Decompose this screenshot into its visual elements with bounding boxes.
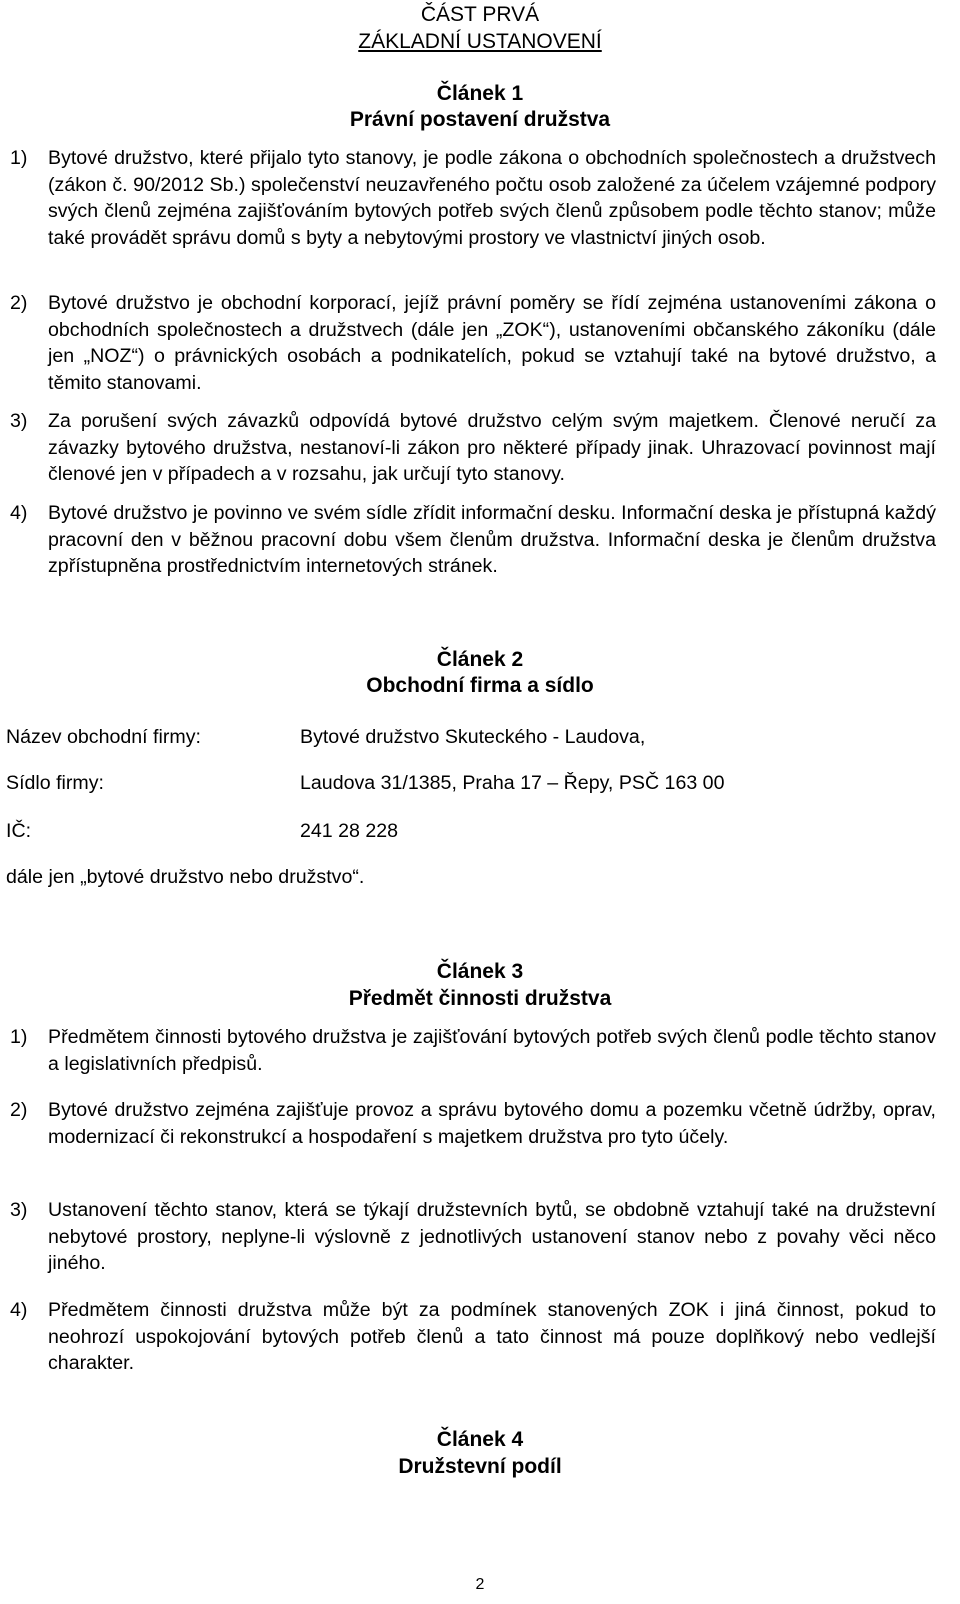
article-3-paragraph-4: [10, 1297, 936, 1377]
part-subheading: ZÁKLADNÍ USTANOVENÍ: [358, 30, 602, 53]
article-2-title: Obchodní firma a sídlo: [366, 674, 594, 697]
article-4-number: Článek 4: [436, 1428, 524, 1451]
paragraph-number: 2): [10, 1099, 28, 1121]
article-3-paragraph-2: [10, 1097, 936, 1150]
article-1-paragraph-4: [10, 500, 936, 580]
article-3-paragraph-1: [10, 1024, 936, 1077]
company-id-label: IČ:: [6, 820, 32, 842]
paragraph-number: 4): [10, 1299, 28, 1321]
company-seat-value: Laudova 31/1385, Praha 17 – Řepy, PSČ 163 00: [300, 772, 725, 794]
article-3-paragraph-3: [10, 1197, 936, 1277]
paragraph-text: Předmětem činnosti družstva může být za podmínek stanovených ZOK i jiná činnost, pokud to neohrozí uspokojování bytových potřeb členů a tato činnost má pouze doplňkový nebo vedlejší charakter.: [48, 1299, 936, 1375]
article-1-number: Článek 1: [436, 82, 524, 105]
part-heading: ČÁST PRVÁ: [420, 3, 540, 26]
article-3-title: Předmět činnosti družstva: [348, 987, 612, 1010]
article-1-paragraph-2: [10, 290, 936, 396]
company-id-value: 241 28 228: [300, 820, 399, 842]
article-2-number: Článek 2: [436, 648, 524, 671]
paragraph-number: 1): [10, 1026, 28, 1048]
company-name-value: Bytové družstvo Skuteckého - Laudova,: [300, 726, 646, 748]
paragraph-text: Předmětem činnosti bytového družstva je zajišťování bytových potřeb svých členů podle těchto stanov a legislativních předpisů.: [48, 1026, 936, 1075]
article-4-title: Družstevní podíl: [398, 1455, 562, 1478]
paragraph-text: Bytové družstvo je obchodní korporací, jejíž právní poměry se řídí zejména ustanoveními zákona o obchodních společnostech a družstvech (dále jen „ZOK“), ustanoveními občanského zákoníku (dále jen „NOZ“) o právnických osobách a podnikatelích, pokud se vztahují také na bytové družstvo, a těmito stanovami.: [48, 292, 936, 394]
paragraph-text: Bytové družstvo, které přijalo tyto stanovy, je podle zákona o obchodních společnostech a družstvech (zákon č. 90/2012 Sb.) společenství neuzavřeného počtu osob založené za účelem vzájemné podpory svých členů zejména zajišťováním bytových potřeb svých členů způsobem podle těchto stanov; může také provádět správu domů s byty a nebytovými prostory ve vlastnictví jiných osob.: [48, 147, 936, 249]
paragraph-text: Bytové družstvo je povinno ve svém sídle zřídit informační desku. Informační deska je přístupná každý pracovní den v běžnou pracovní dobu všem členům družstva. Informační deska je členům družstva zpřístupněna prostřednictvím internetových stránek.: [48, 502, 936, 578]
article-1-paragraph-3: [10, 408, 936, 488]
paragraph-number: 2): [10, 292, 28, 314]
paragraph-text: Bytové družstvo zejména zajišťuje provoz a správu bytového domu a pozemku včetně údržby, oprav, modernizací či rekonstrukcí a hospodaření s majetkem družstva pro tyto účely.: [48, 1099, 936, 1148]
paragraph-number: 1): [10, 147, 28, 169]
paragraph-text: Ustanovení těchto stanov, která se týkají družstevních bytů, se obdobně vztahují také na družstevní nebytové prostory, neplyne-li výslovně z jednotlivých ustanovení stanov nebo z povahy věci něco jiného.: [48, 1199, 936, 1275]
article-3-number: Článek 3: [436, 960, 524, 983]
alias-note-text: dále jen „bytové družstvo nebo družstvo“.: [6, 866, 365, 888]
page-number: 2: [475, 1576, 485, 1593]
article-1-paragraph-1: [10, 145, 936, 251]
article-1-title: Právní postavení družstva: [349, 108, 611, 131]
paragraph-number: 3): [10, 1199, 28, 1221]
company-seat-label: Sídlo firmy:: [6, 772, 104, 794]
paragraph-number: 3): [10, 410, 28, 432]
paragraph-number: 4): [10, 502, 28, 524]
company-name-label: Název obchodní firmy:: [6, 726, 201, 748]
paragraph-text: Za porušení svých závazků odpovídá bytové družstvo celým svým majetkem. Členové neručí za závazky bytového družstva, nestanoví-li zákon pro některé případy jinak. Uhrazovací povinnost mají členové jen v případech a v rozsahu, jak určují tyto stanovy.: [48, 410, 936, 486]
